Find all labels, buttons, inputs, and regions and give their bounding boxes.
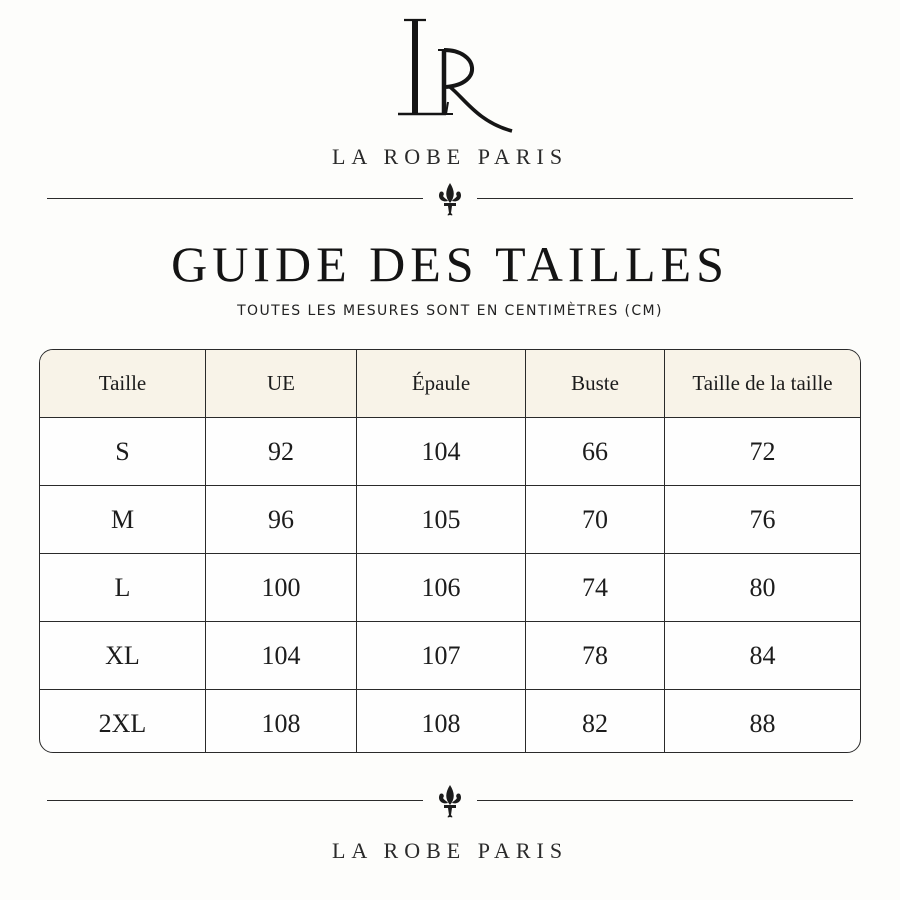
cell-size: M xyxy=(40,486,206,554)
cell-shoulder: 106 xyxy=(357,554,526,622)
column-header-eu: UE xyxy=(206,350,357,418)
column-header-bust: Buste xyxy=(526,350,665,418)
table-row xyxy=(40,486,860,554)
cell-waist: 84 xyxy=(665,622,861,690)
column-header-size: Taille xyxy=(40,350,206,418)
cell-shoulder: 107 xyxy=(357,622,526,690)
brand-name-top: LA ROBE PARIS xyxy=(331,144,569,169)
fleur-de-lis-icon xyxy=(435,781,465,821)
cell-eu: 108 xyxy=(206,690,357,754)
cell-waist: 80 xyxy=(665,554,861,622)
column-header-shoulder: Épaule xyxy=(357,350,526,418)
divider-line xyxy=(47,800,423,801)
cell-eu: 92 xyxy=(206,418,357,486)
cell-shoulder: 108 xyxy=(357,690,526,754)
cell-shoulder: 104 xyxy=(357,418,526,486)
divider-line xyxy=(477,198,853,199)
size-chart-table xyxy=(39,349,861,753)
table-row xyxy=(40,418,860,486)
table-row xyxy=(40,554,860,622)
ornament-divider-top xyxy=(47,179,853,219)
column-header-waist: Taille de la taille xyxy=(665,350,861,418)
cell-eu: 96 xyxy=(206,486,357,554)
cell-size: S xyxy=(40,418,206,486)
cell-bust: 70 xyxy=(526,486,665,554)
brand-name-bottom: LA ROBE PARIS xyxy=(331,838,569,863)
page-subtitle: TOUTES LES MESURES SONT EN CENTIMÈTRES (CM) xyxy=(237,303,663,319)
cell-eu: 100 xyxy=(206,554,357,622)
cell-waist: 76 xyxy=(665,486,861,554)
cell-size: XL xyxy=(40,622,206,690)
divider-line xyxy=(47,198,423,199)
cell-size: 2XL xyxy=(40,690,206,754)
ornament-divider-bottom xyxy=(47,781,853,821)
lr-monogram-logo xyxy=(380,10,520,140)
cell-bust: 74 xyxy=(526,554,665,622)
cell-waist: 72 xyxy=(665,418,861,486)
cell-bust: 82 xyxy=(526,690,665,754)
cell-shoulder: 105 xyxy=(357,486,526,554)
table-row xyxy=(40,622,860,690)
table-row xyxy=(40,690,860,754)
table-header-row xyxy=(40,350,860,418)
cell-eu: 104 xyxy=(206,622,357,690)
cell-waist: 88 xyxy=(665,690,861,754)
page-title: GUIDE DES TAILLES xyxy=(171,236,729,292)
cell-bust: 78 xyxy=(526,622,665,690)
cell-bust: 66 xyxy=(526,418,665,486)
divider-line xyxy=(477,800,853,801)
fleur-de-lis-icon xyxy=(435,179,465,219)
cell-size: L xyxy=(40,554,206,622)
